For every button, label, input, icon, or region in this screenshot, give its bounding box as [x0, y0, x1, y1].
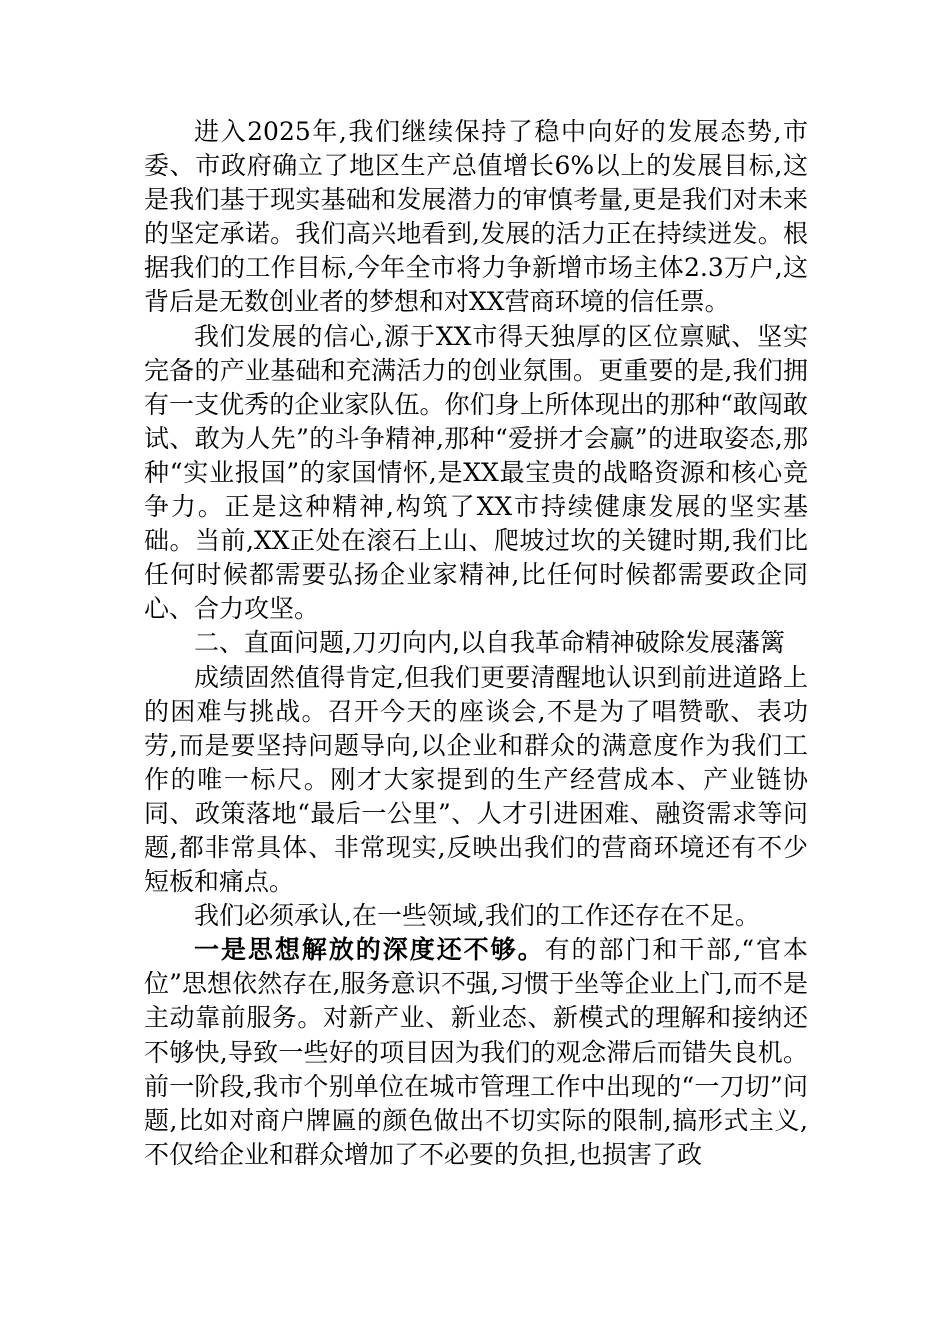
point-one-lead: 一是思想解放的深度还不够。: [194, 935, 545, 965]
paragraph-point-one: [144, 933, 808, 1172]
paragraph-admission: 我们必须承认,在一些领域,我们的工作还存在不足。: [194, 901, 760, 931]
point-one-text: 有的部门和干部,“官本位”思想依然存在,服务意识不强,习惯于坐等企业上门,而不是主动靠前服务。对新产业、新业态、新模式的理解和接纳还不够快,导致一些好的项目因为我们的观念滞后而错失良机。前一阶段,我市个别单位在城市管理工作中出现的“一刀切”问题,比如对商户牌匾的颜色做出不切实际的限制,搞形式主义,不仅给企业和群众增加了不必要的负担,也损害了政: [144, 935, 808, 1169]
paragraph-confidence: 我们发展的信心,源于XX市得天独厚的区位禀赋、坚实完备的产业基础和充满活力的创业氛围。更重要的是,我们拥有一支优秀的企业家队伍。你们身上所体现出的那种“敢闯敢试、敢为人先”的斗争精神,那种“爱拼才会赢”的进取姿态,那种“实业报国”的家国情怀,是XX最宝贵的战略资源和核心竞争力。正是这种精神,构筑了XX市持续健康发展的坚实基础。当前,XX正处在滚石上山、爬坡过坎的关键时期,我们比任何时候都需要弘扬企业家精神,比任何时候都需要政企同心、合力攻坚。: [144, 321, 808, 624]
section-heading: 二、直面问题,刀刃向内,以自我革命精神破除发展藩篱: [194, 628, 785, 658]
paragraph-challenges: 成绩固然值得肯定,但我们更要清醒地认识到前进道路上的困难与挑战。召开今天的座谈会,不是为了唱赞歌、表功劳,而是要坚持问题导向,以企业和群众的满意度作为我们工作的唯一标尺。刚才大家提到的生产经营成本、产业链协同、政策落地“最后一公里”、人才引进困难、融资需求等问题,都非常具体、非常现实,反映出我们的营商环境还有不少短板和痛点。: [144, 662, 808, 897]
document-body: [144, 115, 808, 1172]
paragraph-development-goals: 进入2025年,我们继续保持了稳中向好的发展态势,市委、市政府确立了地区生产总值增长6%以上的发展目标,这是我们基于现实基础和发展潜力的审慎考量,更是我们对未来的坚定承诺。我们高兴地看到,发展的活力正在持续迸发。根据我们的工作目标,今年全市将力争新增市场主体2.3万户,这背后是无数创业者的梦想和对XX营商环境的信任票。: [144, 117, 808, 317]
